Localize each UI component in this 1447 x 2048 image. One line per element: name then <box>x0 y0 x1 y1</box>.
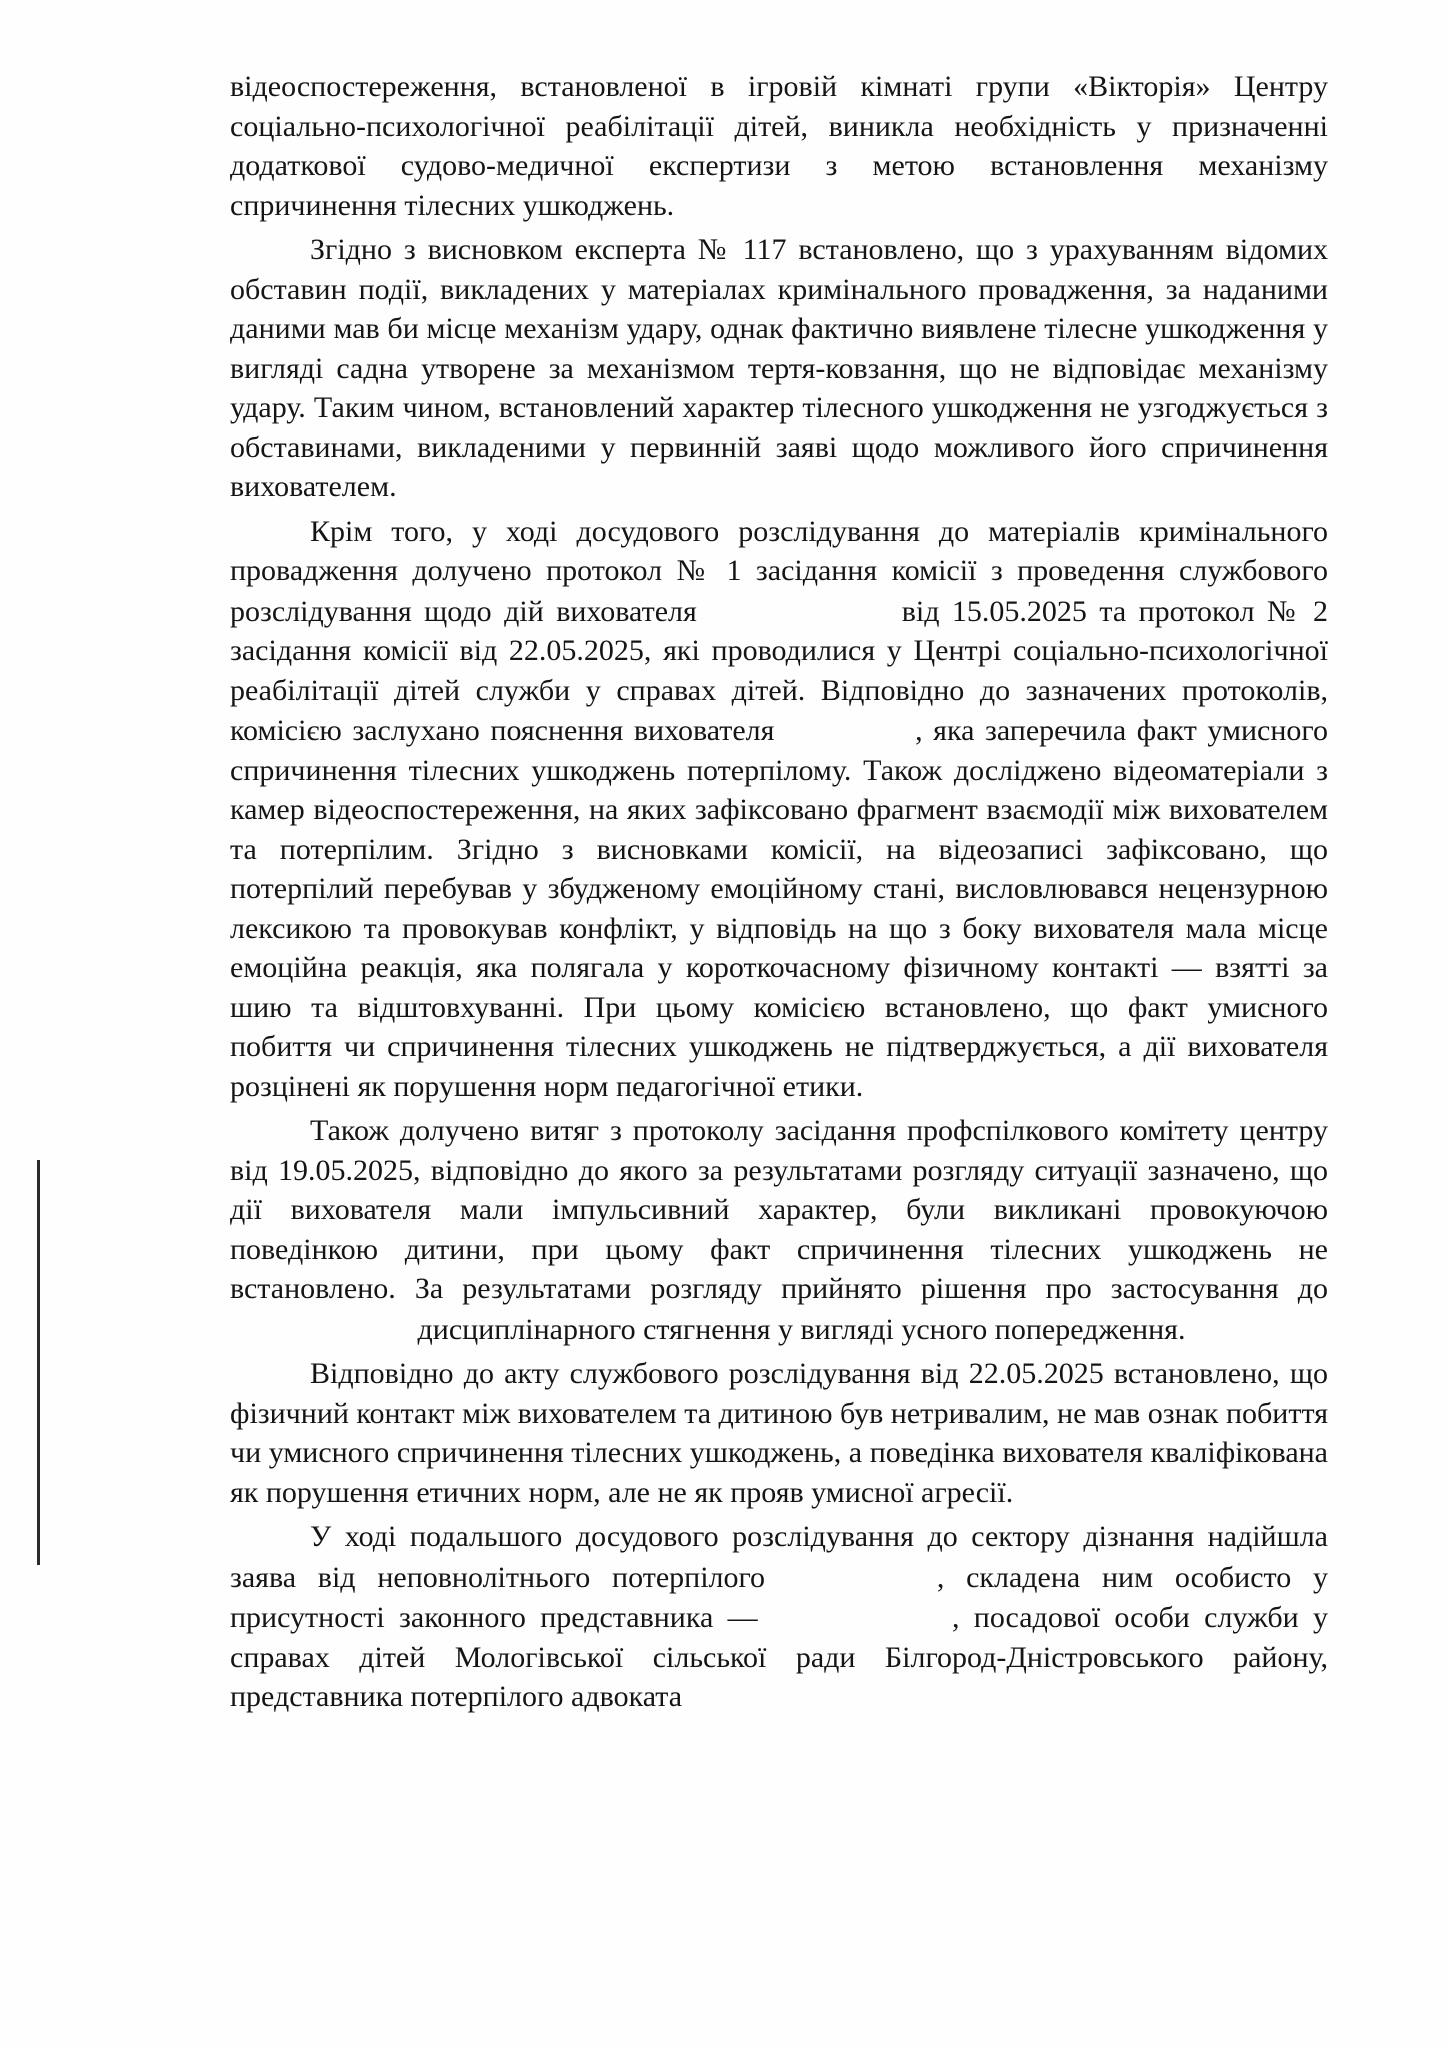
paragraph-2 <box>230 230 1328 507</box>
paragraph-6-text-middle: , складена ним особисто у присутності законного представника — <box>230 1560 1328 1634</box>
paragraph-3 <box>230 512 1328 1107</box>
paragraph-3-text-after: , яка заперечила факт умисного спричинення тілесних ушкоджень потерпілому. Також досліджено відеоматеріали з камер відеоспостереження, на яких зафіксовано фрагмент взаємодії між вихователем та потерпілим. Згідно з висновками комісії, на відеозаписі зафіксовано, що потерпілий перебував у збудженому емоційному стані, висловлювався нецензурною лексикою та провокував конфлікт, у відповідь на що з боку вихователя мала місце емоційна реакція, яка полягала у короткочасному фізичному контакті — взятті за шию та відштовхуванні. При цьому комісією встановлено, що факт умисного побиття чи спричинення тілесних ушкоджень не підтверджується, а дії вихователя розцінені як порушення норм педагогічної етики. <box>230 714 1328 1103</box>
paragraph-5 <box>230 1354 1328 1512</box>
paragraph-3-text-middle: від 15.05.2025 та протокол № 2 засідання комісії від 22.05.2025, які проводилися у Центрі соціально-психологічної реабілітації дітей служби у справах дітей. Відповідно до зазначених протоколів, комісією заслухано пояснення вихователя <box>230 594 1329 747</box>
redacted-name <box>785 710 915 740</box>
document-body <box>230 67 1328 1722</box>
redacted-name <box>772 1597 952 1627</box>
paragraph-4 <box>230 1111 1328 1349</box>
paragraph-6-text-after: , посадової особи служби у справах дітей Мологівської сільської ради Білгород-Дністровського району, представника потерпілого адвоката <box>230 1601 1328 1713</box>
redacted-name <box>787 1557 937 1587</box>
paragraph-1-text: відеоспостереження, встановленої в ігровій кімнаті групи «Вікторія» Центру соціально-психологічної реабілітації дітей, виникла необхідність у призначенні додаткової судово-медичної експертизи з метою встановлення механізму спричинення тілесних ушкоджень. <box>230 70 1328 222</box>
paragraph-6-text-before: У ході подальшого досудового розслідування до сектору дізнання надійшла заява від неповнолітнього потерпілого <box>230 1520 1328 1594</box>
paragraph-6 <box>230 1517 1328 1717</box>
paragraph-4-text-before: Також долучено витяг з протоколу засідання профспілкового комітету центру від 19.05.2025, відповідно до якого за результатами розгляду ситуації зазначено, що дії вихователя мали імпульсивний характер, були викликані провокуючою поведінкою дитини, при цьому факт спричинення тілесних ушкоджень не встановлено. За результатами розгляду прийнято рішення про застосування до <box>230 1114 1328 1305</box>
paragraph-4-text-after: дисциплінарного стягнення у вигляді усного попередження. <box>417 1312 1186 1346</box>
redacted-name <box>709 591 889 621</box>
redacted-name <box>230 1309 410 1339</box>
paragraph-3-text-before: Крім того, у ході досудового розслідування до матеріалів кримінального провадження долучено протокол № 1 засідання комісії з проведення службового розслідування щодо дій вихователя <box>230 514 1328 628</box>
paragraph-5-text: Відповідно до акту службового розслідування від 22.05.2025 встановлено, що фізичний контакт між вихователем та дитиною був нетривалим, не мав ознак побиття чи умисного спричинення тілесних ушкоджень, а поведінка вихователя кваліфікована як порушення етичних норм, але не як прояв умисної агресії. <box>230 1357 1328 1509</box>
paragraph-1 <box>230 67 1328 225</box>
paragraph-2-text: Згідно з висновком експерта № 117 встановлено, що з урахуванням відомих обставин події, викладених у матеріалах кримінального провадження, за наданими даними мав би місце механізм удару, однак фактично виявлене тілесне ушкодження у вигляді садна утворене за механізмом тертя-ковзання, що не відповідає механізму удару. Таким чином, встановлений характер тілесного ушкодження не узгоджується з обставинами, викладеними у первинній заяві щодо можливого його спричинення вихователем. <box>230 233 1328 503</box>
margin-binding-line <box>37 1160 40 1565</box>
